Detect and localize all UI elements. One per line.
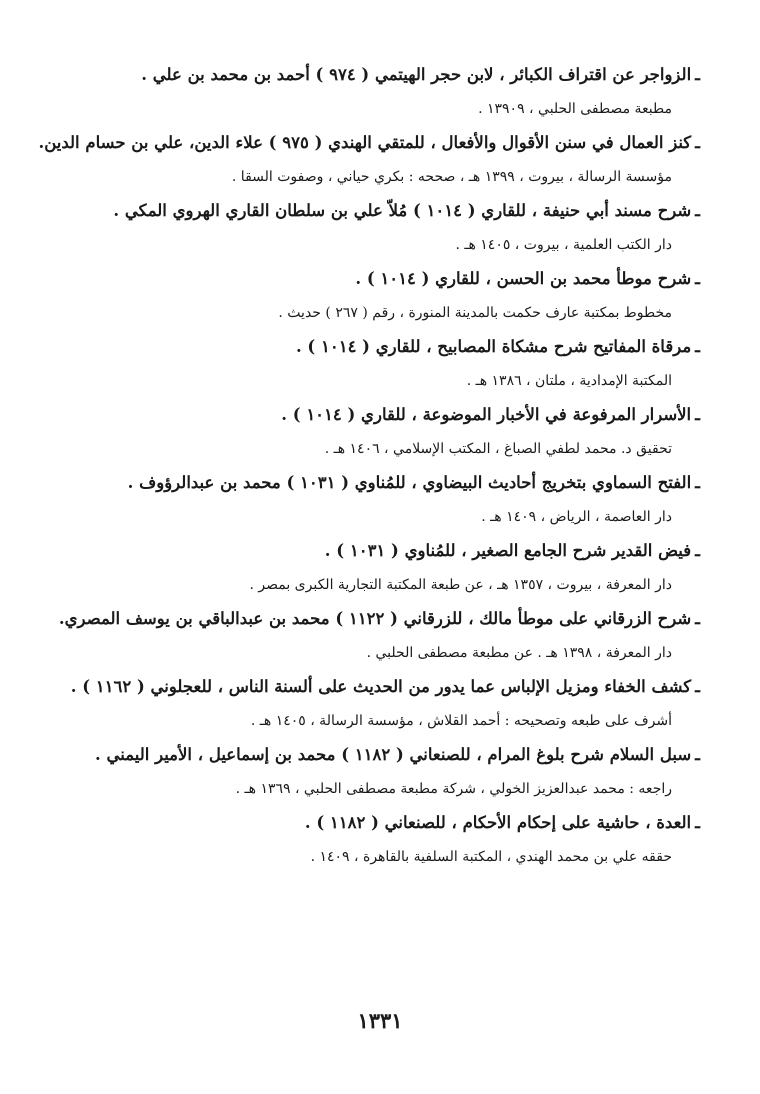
entry-details: دار المعرفة ، ١٣٩٨ هـ . عن مطبعة مصطفى الحلبي . — [366, 645, 672, 661]
entry-dash: ـ — [695, 473, 700, 492]
entry-title: كنز العمال في سنن الأقوال والأفعال ، للمتقي الهندي ( ٩٧٥ ) علاء الدين، علي بن حسام الدين. — [38, 133, 692, 152]
bibliography-entry — [28, 534, 700, 602]
entry-dash: ـ — [695, 541, 700, 560]
entry-dash: ـ — [695, 813, 700, 832]
entry-title: شرح موطأ محمد بن الحسن ، للقاري ( ١٠١٤ ) . — [355, 269, 692, 288]
entry-title: الزواجر عن اقتراف الكبائر ، لابن حجر الهيتمي ( ٩٧٤ ) أحمد بن محمد بن علي . — [141, 65, 692, 84]
entry-details: المكتبة الإمدادية ، ملتان ، ١٣٨٦ هـ . — [466, 373, 672, 389]
bibliography-list — [28, 58, 700, 874]
entry-details: مؤسسة الرسالة ، بيروت ، ١٣٩٩ هـ ، صححه : بكري حياني ، وصفوت السقا . — [231, 169, 672, 185]
bibliography-entry — [28, 670, 700, 738]
bibliography-entry — [28, 262, 700, 330]
entry-title: الأسرار المرفوعة في الأخبار الموضوعة ، للقاري ( ١٠١٤ ) . — [281, 405, 692, 424]
bibliography-entry — [28, 602, 700, 670]
entry-title: شرح مسند أبي حنيفة ، للقاري ( ١٠١٤ ) مُلاّ علي بن سلطان القاري الهروي المكي . — [113, 201, 692, 220]
entry-details: دار المعرفة ، بيروت ، ١٣٥٧ هـ ، عن طبعة المكتبة التجارية الكبرى بمصر . — [249, 577, 672, 593]
page-number: ١٣٣١ — [357, 1008, 403, 1033]
bibliography-entry — [28, 330, 700, 398]
entry-dash: ـ — [695, 745, 700, 764]
entry-title: مرقاة المفاتيح شرح مشكاة المصابيح ، للقاري ( ١٠١٤ ) . — [295, 337, 692, 356]
entry-dash: ـ — [695, 609, 700, 628]
entry-title: سبل السلام شرح بلوغ المرام ، للصنعاني ( ١١٨٢ ) محمد بن إسماعيل ، الأمير اليمني . — [95, 745, 692, 764]
entry-title: الفتح السماوي بتخريج أحاديث البيضاوي ، للمُناوي ( ١٠٣١ ) محمد بن عبدالرؤوف . — [127, 473, 692, 492]
entry-title: شرح الزرقاني على موطأ مالك ، للزرقاني ( ١١٢٢ ) محمد بن عبدالباقي بن يوسف المصري. — [58, 609, 692, 628]
entry-title: العدة ، حاشية على إحكام الأحكام ، للصنعاني ( ١١٨٢ ) . — [304, 813, 692, 832]
entry-details: دار الكتب العلمية ، بيروت ، ١٤٠٥ هـ . — [455, 237, 672, 253]
bibliography-entry — [28, 58, 700, 126]
bibliography-entry — [28, 806, 700, 874]
entry-details: مطبعة مصطفى الحلبي ، ١٣٩٠٩ . — [478, 101, 672, 117]
entry-dash: ـ — [695, 201, 700, 220]
entry-details: حققه علي بن محمد الهندي ، المكتبة السلفية بالقاهرة ، ١٤٠٩ . — [310, 849, 672, 865]
entry-dash: ـ — [695, 677, 700, 696]
entry-dash: ـ — [695, 65, 700, 84]
bibliography-entry — [28, 398, 700, 466]
entry-details: تحقيق د. محمد لطفي الصباغ ، المكتب الإسلامي ، ١٤٠٦ هـ . — [324, 441, 672, 457]
bibliography-entry — [28, 126, 700, 194]
entry-title: فيض القدير شرح الجامع الصغير ، للمُناوي ( ١٠٣١ ) . — [324, 541, 692, 560]
entry-details: أشرف على طبعه وتصحيحه : أحمد القلاش ، مؤسسة الرسالة ، ١٤٠٥ هـ . — [250, 713, 672, 729]
entry-details: راجعه : محمد عبدالعزيز الخولي ، شركة مطبعة مصطفى الحلبي ، ١٣٦٩ هـ . — [235, 781, 672, 797]
entry-dash: ـ — [695, 133, 700, 152]
entry-details: دار العاصمة ، الرياض ، ١٤٠٩ هـ . — [481, 509, 672, 525]
entry-dash: ـ — [695, 337, 700, 356]
entry-title: كشف الخفاء ومزيل الإلباس عما يدور من الحديث على ألسنة الناس ، للعجلوني ( ١١٦٢ ) . — [70, 677, 692, 696]
entry-details: مخطوط بمكتبة عارف حكمت بالمدينة المنورة ، رقم ( ٢٦٧ ) حديث . — [278, 305, 672, 321]
entry-dash: ـ — [695, 405, 700, 424]
bibliography-entry — [28, 738, 700, 806]
bibliography-entry — [28, 194, 700, 262]
entry-dash: ـ — [695, 269, 700, 288]
bibliography-entry — [28, 466, 700, 534]
